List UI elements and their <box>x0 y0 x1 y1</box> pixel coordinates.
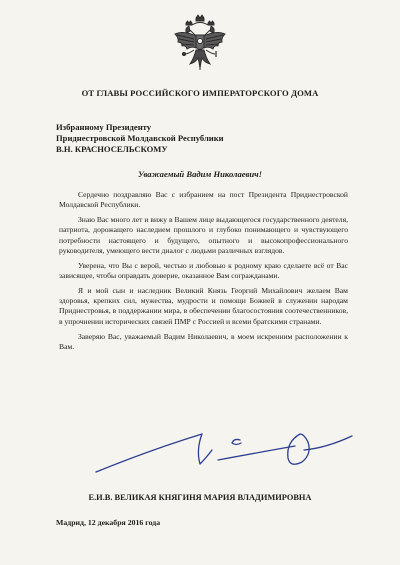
body-paragraph: Знаю Вас много лет и вижу в Вашем лице выдающегося государственного деятеля, патриота, дорожащего наследием прошлого и глубоко понимающего и чувствующего потребности настоящего и будущего, опытного и высокопрофессионального руководителя, умеющего вести диалог с людьми различных взглядов. <box>59 215 348 255</box>
body-paragraph: Заверяю Вас, уважаемый Вадим Николаевич, в моем искренним расположении к Вам. <box>59 331 348 351</box>
salutation: Уважаемый Вадим Николаевич! <box>137 169 263 179</box>
addressee-block <box>56 122 224 155</box>
body-paragraph: Уверена, что Вы с верой, честью и любовью к родному краю сделаете всё от Вас зависящее, чтобы оправдать доверие, оказанное Вам согражданами. <box>59 260 348 281</box>
letter-body <box>59 190 348 357</box>
addressee-name: В.Н. КРАСНОСЕЛЬСКОМУ <box>56 144 168 154</box>
handwritten-signature <box>90 428 360 476</box>
letter-heading: ОТ ГЛАВЫ РОССИЙСКОГО ИМПЕРАТОРСКОГО ДОМА <box>81 88 319 98</box>
double-headed-eagle-icon <box>172 14 228 72</box>
body-paragraph: Я и мой сын и наследник Великий Князь Георгий Михайлович желаем Вам здоровья, крепких сил, мужества, мудрости и помощи Божией в служении народам Приднестровья, в поддержании мира, в обеспечении благосостояния соотечественников, в упрочнении исторических связей ПМР с Россией и всеми братскими странами. <box>59 285 348 326</box>
date-place: Мадрид, 12 декабря 2016 года <box>56 518 161 527</box>
body-paragraph: Сердечно поздравляю Вас с избранием на пост Президента Приднестровской Молдавской Республики. <box>59 190 348 210</box>
addressee-line: Избранному Президенту <box>56 122 152 132</box>
signer-name: Е.И.В. ВЕЛИКАЯ КНЯГИНЯ МАРИЯ ВЛАДИМИРОВНА <box>88 493 312 502</box>
addressee-line: Приднестровской Молдавской Республики <box>56 133 224 143</box>
